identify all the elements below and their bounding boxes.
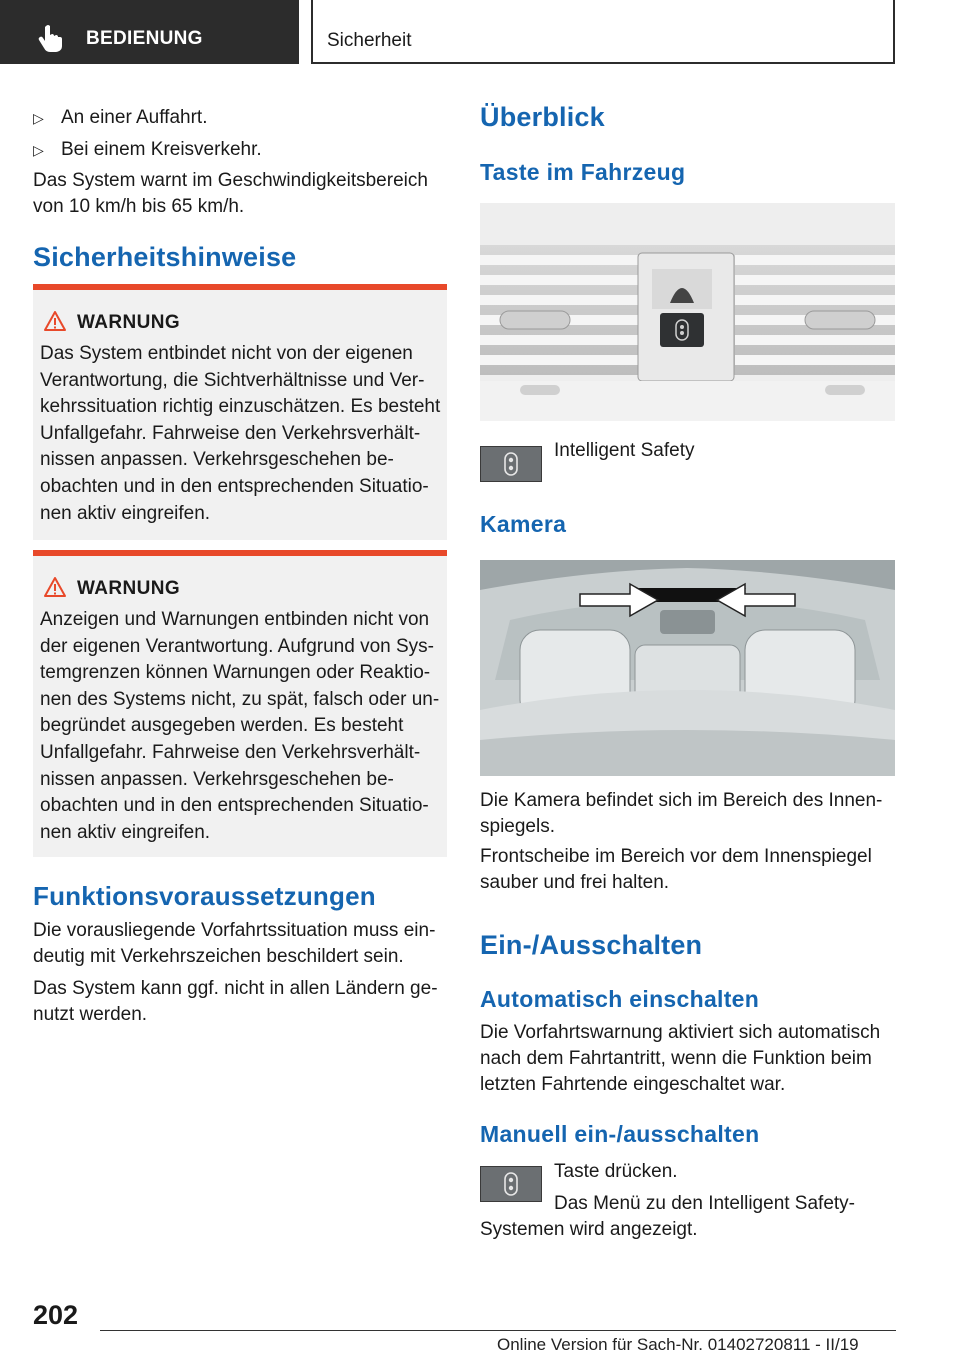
section-tab	[0, 0, 299, 64]
footer-divider	[100, 1330, 896, 1331]
bullet-text: Bei einem Kreisverkehr.	[61, 139, 262, 160]
func-paragraph-1: Die vorausliegende Vorfahrtssituation muss eindeutig mit Verkehrszeichen beschildert sein.	[33, 920, 436, 967]
manual-paragraph-2: Das Menü zu den Intelligent Safety-Systemen wird angezeigt.	[480, 1193, 856, 1240]
warning-triangle-icon	[43, 310, 67, 332]
button-caption: Intelligent Safety	[554, 440, 695, 461]
func-heading: Funktionsvoraussetzungen	[33, 881, 376, 911]
manual-paragraph-1: Taste drücken.	[554, 1161, 678, 1182]
hand-pointer-icon	[38, 24, 64, 52]
warning-triangle-icon	[43, 576, 67, 598]
chapter-tab	[311, 0, 895, 64]
camera-paragraph-2: Frontscheibe im Bereich vor dem Innenspiegel sauber und frei halten.	[480, 846, 872, 893]
bullet-text: An einer Auffahrt.	[61, 107, 208, 128]
online-version-text: Online Version für Sach-Nr. 01402720811 - II/19	[497, 1335, 859, 1354]
page-number: 202	[33, 1300, 79, 1330]
warning-box	[33, 284, 447, 540]
button-heading: Taste im Fahrzeug	[480, 159, 686, 185]
overview-heading: Überblick	[480, 102, 605, 132]
warning-box	[33, 550, 447, 857]
warning-text: Anzeigen und Warnungen entbinden nicht von der eigenen Verantwortung. Aufgrund von Systemgrenzen können Warnungen oder Reaktionen des Systems nicht, zu spät, falsch oder unbegründet ausgegeben werden. Es besteht Unfallgefahr. Fahrweise den Verkehrsverhältnissen anpassen. Verkehrsgeschehen beobachten und in den entsprechenden Situationen aktiv eingreifen.	[40, 609, 440, 843]
camera-heading: Kamera	[480, 511, 567, 537]
triangle-bullet-icon: ▷	[33, 110, 44, 126]
manual-heading: Manuell ein-/ausschalten	[480, 1121, 760, 1147]
camera-location-photo	[480, 560, 895, 776]
intro-paragraph: Das System warnt im Geschwindigkeitsbereich von 10 km/h bis 65 km/h.	[33, 170, 428, 217]
warning-text: Das System entbindet nicht von der eigenen Verantwortung, die Sichtverhältnisse und Verkehrssituation richtig einzuschätzen. Es besteht Unfallgefahr. Fahrweise den Verkehrsverhältnissen anpassen. Verkehrsgeschehen beobachten und in den entsprechenden Situationen aktiv eingreifen.	[40, 343, 441, 524]
camera-paragraph-1: Die Kamera befindet sich im Bereich des Innenspiegels.	[480, 790, 883, 837]
safety-heading: Sicherheitshinweise	[33, 242, 297, 272]
intelligent-safety-button-icon	[480, 446, 542, 482]
section-tab-label: BEDIENUNG	[86, 28, 203, 49]
func-paragraph-2: Das System kann ggf. nicht in allen Ländern genutzt werden.	[33, 978, 438, 1025]
chapter-tab-label: Sicherheit	[327, 30, 412, 51]
vent-button-photo	[480, 203, 895, 421]
onoff-heading: Ein-/Ausschalten	[480, 930, 703, 960]
triangle-bullet-icon: ▷	[33, 142, 44, 158]
page-header	[0, 0, 960, 68]
auto-paragraph: Die Vorfahrtswarnung aktiviert sich automatisch nach dem Fahrtantritt, wenn die Funktion beim letzten Fahrtende eingeschaltet war.	[480, 1022, 881, 1095]
warning-title: WARNUNG	[77, 312, 181, 333]
warning-title: WARNUNG	[77, 578, 181, 599]
auto-heading: Automatisch einschalten	[480, 986, 760, 1012]
